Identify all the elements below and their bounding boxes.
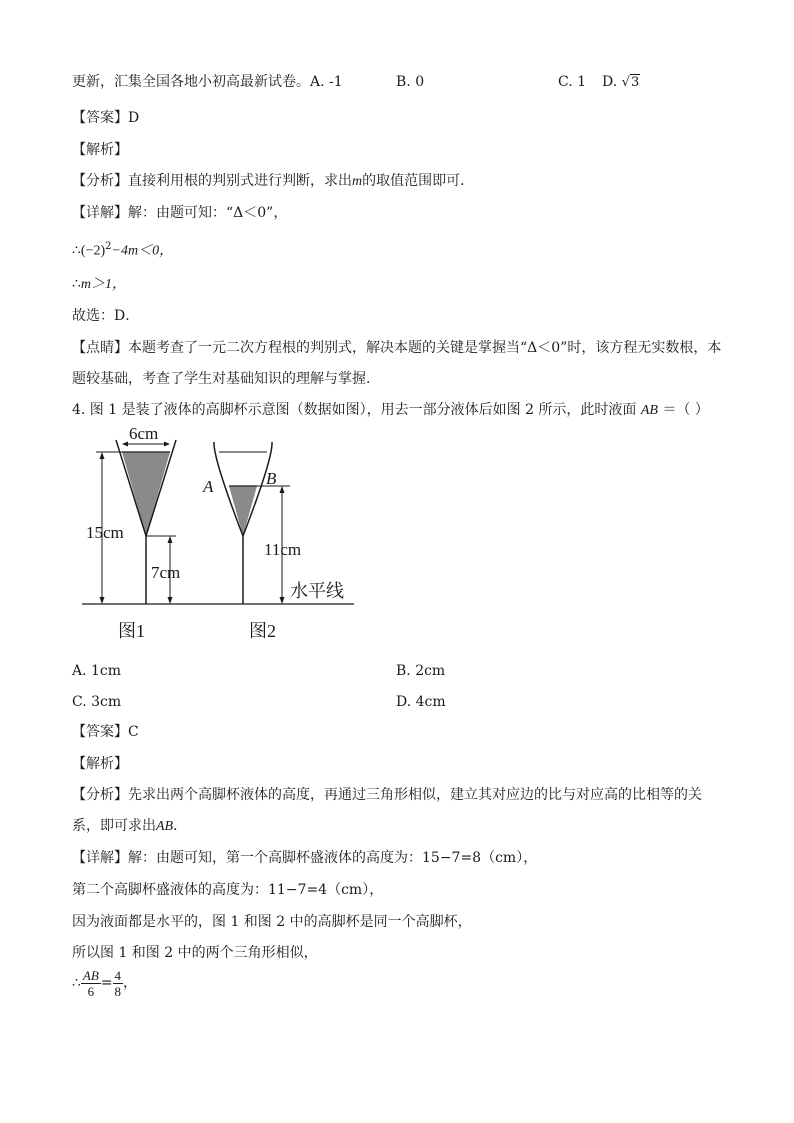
q4-fraction-equation: ∴ $\frac{AB}{6}$ = $\frac{4}{8}$ ， (72, 967, 138, 999)
q3-dianjing-line2: 题较基础，考查了学生对基础知识的理解与掌握． (72, 371, 380, 387)
q4-line4: 所以图 1 和图 2 中的两个三角形相似， (72, 945, 318, 961)
q4-analysis-label: 【解析】 (72, 756, 128, 772)
arrow-right-icon (164, 442, 170, 447)
arrow-up-icon (100, 452, 105, 459)
arrow-up-icon (280, 486, 285, 493)
option-c: C. 1 (558, 74, 587, 90)
q3-analysis-label: 【解析】 (72, 142, 128, 158)
goblet-figure (72, 424, 372, 650)
arrow-down-icon (280, 597, 285, 604)
q4-fenxi-line2: 系，即可求出AB． (72, 818, 188, 834)
arrow-down-icon (168, 597, 173, 604)
caption-figure-1: 图1 (118, 621, 145, 641)
q4-answer: 【答案】C (72, 724, 139, 740)
q4-option-b: B. 2cm (396, 663, 446, 679)
q3-choose: 故选：D． (72, 308, 140, 324)
q4-option-a: A. 1cm (72, 663, 122, 679)
q3-xiangjie: 【详解】解：由题可知：“Δ＜0”， (72, 205, 288, 221)
label-11cm: 11cm (264, 540, 302, 559)
fraction-4-over-8: $\frac{4}{8}$ (114, 967, 122, 999)
label-b: B (266, 469, 277, 488)
q3-fenxi: 【分析】直接利用根的判别式进行判断，求出m的取值范围即可． (72, 173, 475, 189)
q3-step2: ∴m＞1， (72, 276, 127, 292)
option-b: B. 0 (396, 74, 425, 90)
sqrt-icon: √3 (621, 75, 640, 90)
q4-fenxi: 【分析】先求出两个高脚杯液体的高度，再通过三角形相似，建立其对应边的比与对应高的比相等的关 (72, 787, 702, 803)
label-a: A (203, 477, 214, 496)
q3-options-line (72, 73, 640, 91)
q4-xiangjie: 【详解】解：由题可知，第一个高脚杯盛液体的高度为：15−7=8（cm）， (72, 850, 538, 866)
q4-line3: 因为液面都是水平的，图 1 和图 2 中的高脚杯是同一个高脚杯， (72, 914, 472, 930)
fraction-ab-over-6: $\frac{AB}{6}$ (82, 967, 99, 999)
goblet1-liquid (122, 452, 170, 536)
radicand: 3 (630, 75, 640, 90)
q3-answer: 【答案】D (72, 110, 140, 126)
arrow-left-icon (122, 442, 128, 447)
q4-stem: 4. 图 1 是装了液体的高脚杯示意图（数据如图），用去一部分液体后如图 2 所示，此时液面 AB ＝（ ） (72, 402, 709, 418)
caption-figure-2: 图2 (249, 621, 276, 641)
option-d: D. √3 (602, 74, 640, 90)
q3-step1: $\therefore(-2)^2-4m<0$， (72, 241, 174, 259)
q4-option-d: D. 4cm (396, 694, 446, 710)
q3-dianjing: 【点睛】本题考查了一元二次方程根的判别式，解决本题的关键是掌握当“Δ＜0”时，该方程无实数根，本 (72, 340, 722, 356)
label-6cm: 6cm (129, 424, 159, 443)
q4-line2: 第二个高脚杯盛液体的高度为：11−7=4（cm）， (72, 882, 384, 898)
lead-text: 更新，汇集全国各地小初高最新试卷。 (72, 74, 310, 90)
label-7cm: 7cm (151, 563, 181, 582)
label-15cm: 15cm (86, 523, 124, 542)
arrow-up-icon (168, 536, 173, 543)
q4-option-c: C. 3cm (72, 694, 122, 710)
option-a: A. -1 (310, 74, 343, 90)
label-horizontal: 水平线 (290, 581, 344, 601)
arrow-down-icon (100, 597, 105, 604)
